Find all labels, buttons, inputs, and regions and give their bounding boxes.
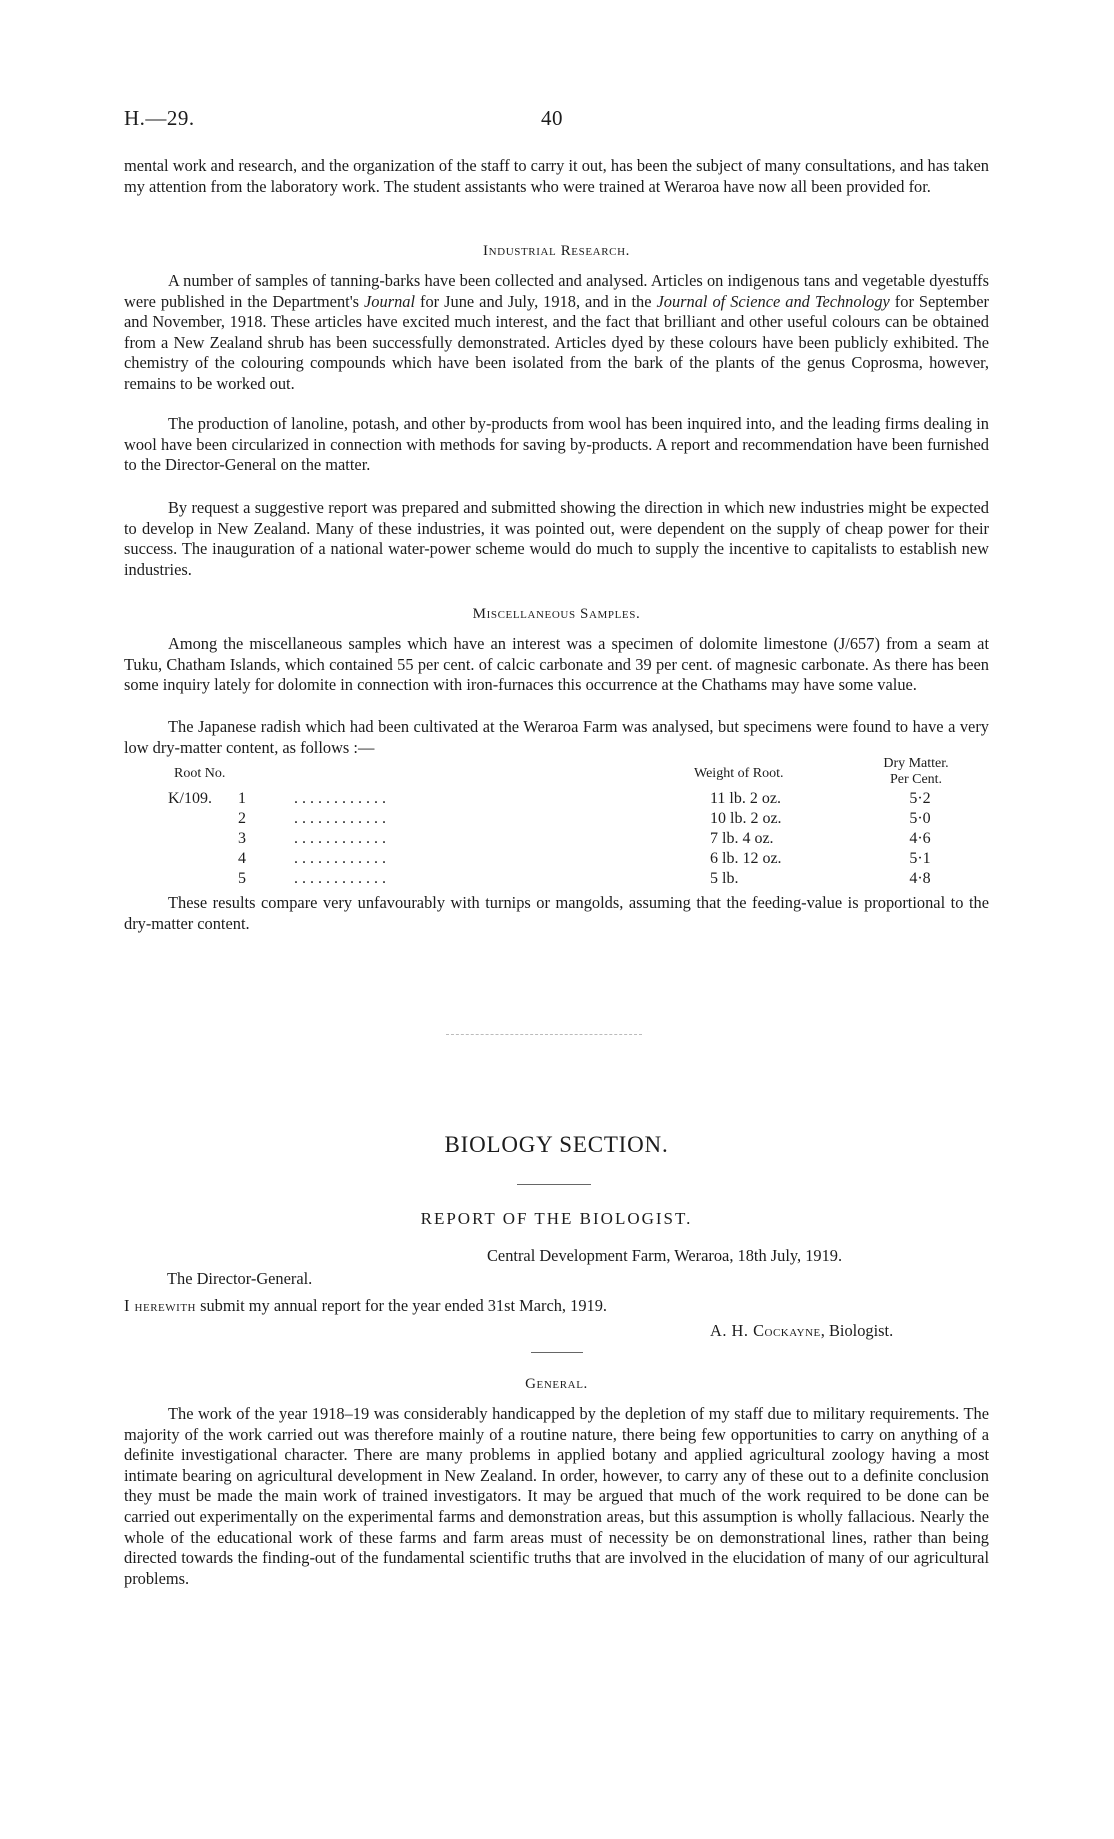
general-heading: General. xyxy=(525,1376,588,1392)
signature-line xyxy=(710,1321,893,1341)
table-row xyxy=(124,870,989,891)
row-leader: . . . . . . . . . . . . xyxy=(294,870,386,887)
signature-name: A. H. Cockayne xyxy=(710,1321,821,1340)
signature-rule xyxy=(531,1352,583,1353)
industrial-p1-part-a: A number of samples of tanning-barks have been collected and analysed. Articles on indigenous tans and vegetable dyestuffs were published in the Department's xyxy=(124,271,989,311)
industrial-paragraph-1 xyxy=(124,271,989,395)
title-rule xyxy=(517,1184,591,1185)
opening-line xyxy=(124,1296,607,1316)
row-number: 3 xyxy=(238,830,246,847)
col-header-root-no: Root No. xyxy=(174,766,226,781)
section-divider xyxy=(446,1034,642,1035)
row-dry-matter: 4·8 xyxy=(909,870,931,887)
row-leader: . . . . . . . . . . . . xyxy=(294,830,386,847)
journal-science-technology-title: Journal of Science and Technology xyxy=(656,291,890,311)
industrial-p1-part-b: for June and July, 1918, and in the xyxy=(415,291,657,311)
row-dry-matter: 4·6 xyxy=(909,830,931,847)
miscellaneous-paragraph-1: Among the miscellaneous samples which have an interest was a specimen of dolomite limestone (J/657) from a seam at Tuku, Chatham Islands, which contained 55 per cent. of calcic carbonate and 39 per cent. of magnesic carbonate. As there has been some inquiry lately for dolomite in connection with iron-furnaces this occurrence at the Chathams may have some value. xyxy=(124,634,989,695)
table-row xyxy=(124,830,989,851)
industrial-research-heading: Industrial Research. xyxy=(483,243,630,259)
row-number: 1 xyxy=(238,790,246,807)
row-weight: 7 lb. 4 oz. xyxy=(710,830,774,847)
row-leader: . . . . . . . . . . . . xyxy=(294,850,386,867)
row-weight: 6 lb. 12 oz. xyxy=(710,850,782,867)
col-header-dry-matter-line1: Dry Matter. xyxy=(883,756,949,771)
col-header-weight: Weight of Root. xyxy=(694,766,784,781)
industrial-paragraph-2: The production of lanoline, potash, and other by-products from wool has been inquired into, and the leading firms dealing in wool have been circularized in connection with methods for saving by-products. A report and recommendation have been furnished to the Director-General on the matter. xyxy=(124,414,989,475)
table-row xyxy=(124,850,989,871)
industrial-paragraph-3: By request a suggestive report was prepared and submitted showing the direction in which new industries might be expected to develop in New Zealand. Many of these industries, it was pointed out, were dependent on the supply of cheap power for their success. The inauguration of a national water-power scheme would do much to supply the incentive to capitalists to establish new industries. xyxy=(124,498,989,579)
place-date-line: Central Development Farm, Weraroa, 18th July, 1919. xyxy=(487,1246,843,1265)
row-dry-matter: 5·0 xyxy=(909,810,931,827)
radish-table xyxy=(124,756,989,886)
row-weight: 11 lb. 2 oz. xyxy=(710,790,781,807)
row-prefix: K/109. xyxy=(168,790,212,807)
row-dry-matter: 5·2 xyxy=(909,790,931,807)
miscellaneous-paragraph-3: These results compare very unfavourably with turnips or mangolds, assuming that the feeding-value is proportional to the dry-matter content. xyxy=(124,893,989,933)
miscellaneous-samples-heading: Miscellaneous Samples. xyxy=(472,606,641,622)
row-number: 2 xyxy=(238,810,246,827)
table-row xyxy=(124,790,989,811)
miscellaneous-paragraph-2: The Japanese radish which had been cultivated at the Weraroa Farm was analysed, but specimens were found to have a very low dry-matter content, as follows :— xyxy=(124,717,989,757)
col-header-dry-matter-line2: Per Cent. xyxy=(889,772,943,787)
page-number: 40 xyxy=(541,106,563,130)
row-weight: 5 lb. xyxy=(710,870,739,887)
intro-paragraph: mental work and research, and the organization of the staff to carry it out, has been the subject of many consultations, and has taken my attention from the laboratory work. The student assistants who were trained at Weraroa have now all been provided for. xyxy=(124,156,989,196)
row-leader: . . . . . . . . . . . . xyxy=(294,790,386,807)
report-title: REPORT OF THE BIOLOGIST. xyxy=(420,1209,693,1228)
general-paragraph: The work of the year 1918–19 was considerably handicapped by the depletion of my staff due to military requirements. The majority of the work carried out was therefore mainly of a routine nature, there being few opportunities to carry on anything of a definite investigational character. There are many problems in applied botany and applied agricultural zoology having a most intimate bearing on agricultural development in New Zealand. In order, however, to carry any of these out to a definite conclusion they must be made the main work of trained investigators. It may be argued that much of the work required to be done can be carried out experimentally on the experimental farms and demonstration areas, but this assumption is wholly fallacious. Nearly the whole of the educational work of these farms and farm areas must of necessity be on demonstrational lines, rather than being directed towards the finding-out of the fundamental scientific truths that are involved in the elucidation of many of our agricultural problems. xyxy=(124,1404,989,1588)
col-header-dry-matter xyxy=(846,756,986,788)
opening-caps: I herewith xyxy=(124,1296,196,1315)
row-weight: 10 lb. 2 oz. xyxy=(710,810,782,827)
biology-section-title: BIOLOGY SECTION. xyxy=(444,1132,669,1157)
addressee: The Director-General. xyxy=(167,1269,313,1288)
opening-rest: submit my annual report for the year ended 31st March, 1919. xyxy=(195,1296,608,1315)
industrial-p1-part-c: for September and November, 1918. These articles have excited much interest, and the fact that brilliant and other useful colours can be obtained from a New Zealand shrub has been successfully demonstrated. Articles dyed by these colours have been publicly exhibited. The chemistry of the colouring compounds which have been isolated from the bark of the plants of the genus Coprosma, however, remains to be worked out. xyxy=(124,291,989,393)
row-number: 5 xyxy=(238,870,246,887)
row-dry-matter: 5·1 xyxy=(909,850,931,867)
row-leader: . . . . . . . . . . . . xyxy=(294,810,386,827)
signature-title: , Biologist. xyxy=(820,1321,894,1340)
table-row xyxy=(124,810,989,831)
row-number: 4 xyxy=(238,850,246,867)
journal-title: Journal xyxy=(364,291,416,311)
document-reference: H.—29. xyxy=(124,106,195,130)
